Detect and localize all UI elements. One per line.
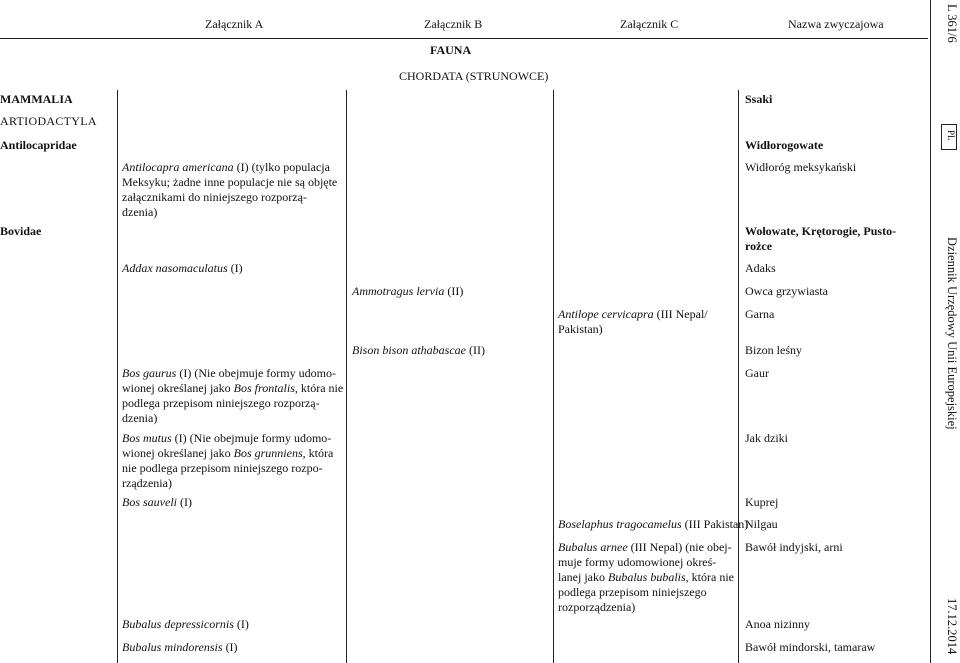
annex-note: (I) [222,640,238,654]
entry-arnee-c-line5: rozporządzenia) [558,600,636,614]
entry-antilope-c-line2: Pakistan) [558,322,603,336]
entry-ammotragus-b [352,284,463,299]
entry-mutus-a-line2 [122,446,333,461]
species-name: Bos mutus [122,431,172,445]
annex-note: (I) (tylko populacja [233,160,330,174]
annex-note: (I) [227,261,243,275]
note-text: wionej określanej jako [122,381,234,395]
species-name: Bos frontalis [233,381,295,395]
entry-bison-b [352,343,485,358]
entry-boselaphus-common: Nilgau [745,517,778,531]
entry-arnee-common: Bawół indyjski, arni [745,540,843,554]
entry-ammotragus-common: Owca grzywiasta [745,284,828,298]
family-bovidae-common-2: rożce [745,239,773,253]
species-name: Antilocapra americana [122,160,234,174]
species-name: Bubalus arnee [558,540,628,554]
species-name: Bubalus bubalis [607,570,686,584]
family-bovidae: Bovidae [0,224,42,238]
annex-note: (III Pakistan) [681,517,749,531]
entry-antilocapra-common: Widłoróg meksykański [745,160,857,174]
entry-gaurus-a-line2 [122,381,343,396]
header-col-c: Załącznik C [620,17,679,31]
family-bovidae-common-1: Wołowate, Krętorogie, Pusto- [745,224,897,238]
entry-mutus-common: Jak dziki [745,431,788,445]
entry-depressicornis-common: Anoa nizinny [745,617,810,631]
margin-lang: PL [946,130,956,141]
species-name: Ammotragus lervia [352,284,445,298]
entry-antilocapra-line4: dzenia) [122,205,158,219]
entry-mutus-a-line4: rządzenia) [122,476,172,490]
annex-note: (II) [466,343,485,357]
column-divider-1 [117,90,118,663]
species-name: Addax nasomaculatus [122,261,228,275]
entry-addax-a [122,261,243,276]
note-text: , która [302,446,334,460]
entry-antilope-c [558,307,708,322]
column-divider-2 [346,90,347,663]
species-name: Bison bison athabascae [352,343,466,357]
margin-date: 17.12.2014 [945,598,959,655]
note-text: , która nie [294,381,344,395]
family-antilocapridae: Antilocapridae [0,138,77,152]
entry-arnee-c-line4: podlega przepisom niniejszego [558,585,707,599]
entry-arnee-c-line1 [558,540,732,555]
entry-antilocapra-line3: załącznikami do niniejszego rozporzą- [122,190,307,204]
note-text: , która nie [685,570,734,584]
annex-note: (I) (Nie obejmuje formy udomo- [171,431,332,445]
entry-antilope-common: Garna [745,307,775,321]
entry-gaurus-common: Gaur [745,366,769,380]
section-fauna: FAUNA [430,43,472,57]
note-text: wionej określanej jako [122,446,234,460]
annex-note: (I) [177,495,192,509]
header-rule [0,38,928,39]
margin-journal: Dziennik Urzędowy Unii Europejskiej [945,237,959,430]
header-col-common: Nazwa zwyczajowa [788,17,884,31]
entry-sauveli-common: Kuprej [745,495,779,509]
entry-arnee-c-line2: muje formy udomowionej okreś- [558,555,717,569]
column-divider-4 [738,90,739,663]
entry-gaurus-a-line4: dzenia) [122,411,158,425]
entry-boselaphus-c [558,517,748,532]
annex-note: (I) (Nie obejmuje formy udomo- [176,366,336,380]
note-text: lanej jako [558,570,608,584]
entry-mindorensis-a [122,640,238,655]
class-common-ssaki: Ssaki [745,92,773,106]
annex-note: (III Nepal/ [653,307,708,321]
entry-depressicornis-a [122,617,249,632]
species-name: Bubalus mindorensis [122,640,223,654]
column-divider-3 [553,90,554,663]
entry-bison-common: Bizon leśny [745,343,802,357]
entry-gaurus-a-line3: podlega przepisom niniejszego rozporzą- [122,396,320,410]
entry-mindorensis-common: Bawół mindorski, tamaraw [745,640,876,654]
margin-ref: L 361/6 [945,4,959,43]
annex-note: (I) [233,617,249,631]
species-name: Bos gaurus [122,366,177,380]
entry-mutus-a-line1 [122,431,331,446]
entry-addax-common: Adaks [745,261,776,275]
order-artiodactyla: ARTIODACTYLA [0,114,97,128]
species-name: Bos grunniens [233,446,303,460]
species-name: Bubalus depressicornis [122,617,234,631]
header-col-b: Załącznik B [424,17,483,31]
entry-sauveli-a [122,495,192,510]
annex-note: (III Nepal) (nie obej- [627,540,732,554]
margin-lang-box [941,124,957,150]
family-antilocapridae-common: Widłorogowate [745,138,824,152]
header-col-a: Załącznik A [205,17,264,31]
species-name: Antilope cervicapra [558,307,654,321]
margin-rule [930,0,931,663]
entry-antilocapra-a [122,160,330,175]
species-name: Bos sauveli [122,495,177,509]
class-mammalia: MAMMALIA [0,92,73,106]
entry-gaurus-a-line1 [122,366,336,381]
section-chordata: CHORDATA (STRUNOWCE) [399,69,549,83]
annex-note: (II) [444,284,464,298]
entry-arnee-c-line3 [558,570,734,585]
species-name: Boselaphus tragocamelus [558,517,682,531]
entry-mutus-a-line3: nie podlega przepisom niniejszego rozpo- [122,461,323,475]
entry-antilocapra-line2: Meksyku; żadne inne populacje nie są objęte [122,175,338,189]
